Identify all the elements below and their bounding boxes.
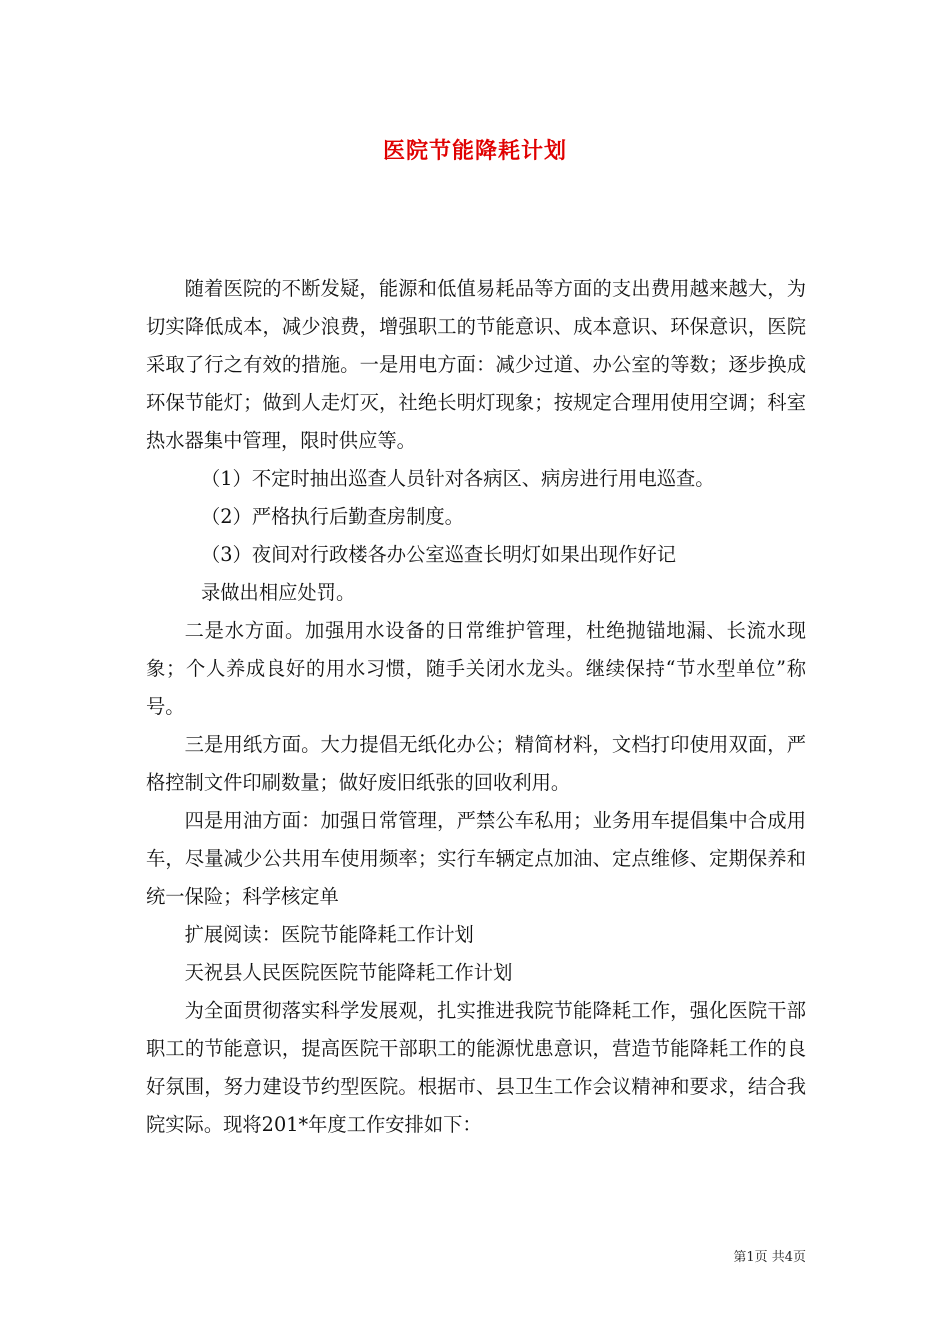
list-item-3-continued: 录做出相应处罚。 bbox=[201, 581, 356, 604]
paragraph-water: 二是水方面。加强用水设备的日常维护管理，杜绝抛锚地漏、长流水现象；个人养成良好的用水习惯，随手关闭水龙头。继续保持“节水型单位”称号。 bbox=[146, 619, 806, 718]
list-item-3: （3）夜间对行政楼各办公室巡查长明灯如果出现作好记 bbox=[201, 543, 677, 566]
plan-subtitle: 天祝县人民医院医院节能降耗工作计划 bbox=[184, 961, 513, 984]
paragraph-plan-intro: 为全面贯彻落实科学发展观，扎实推进我院节能降耗工作，强化医院干部职工的节能意识，提高医院干部职工的能源忧患意识，营造节能降耗工作的良好氛围，努力建设节约型医院。根据市、县卫生工作会议精神和要求，结合我院实际。现将201*年度工作安排如下： bbox=[146, 999, 806, 1136]
extended-reading-heading: 扩展阅读：医院节能降耗工作计划 bbox=[184, 923, 474, 946]
document-title: 医院节能降耗计划 bbox=[382, 138, 567, 164]
list-item-1: （1）不定时抽出巡查人员针对各病区、病房进行用电巡查。 bbox=[201, 467, 715, 490]
paragraph-intro: 随着医院的不断发疑，能源和低值易耗品等方面的支出费用越来越大，为切实降低成本，减少浪费，增强职工的节能意识、成本意识、环保意识，医院采取了行之有效的措施。一是用电方面：减少过道、办公室的等数；逐步换成环保节能灯；做到人走灯灭，社绝长明灯现象；按规定合理用使用空调；科室热水器集中管理，限时供应等。 bbox=[146, 277, 806, 452]
paragraph-oil: 四是用油方面：加强日常管理，严禁公车私用；业务用车提倡集中合成用车，尽量减少公共用车使用频率；实行车辆定点加油、定点维修、定期保养和统一保险；科学核定单 bbox=[146, 809, 806, 908]
document-body bbox=[146, 270, 806, 1144]
paragraph-paper: 三是用纸方面。大力提倡无纸化办公；精简材料，文档打印使用双面，严格控制文件印刷数量；做好废旧纸张的回收利用。 bbox=[146, 733, 806, 794]
page-number: 第1页 共4页 bbox=[733, 1250, 806, 1265]
list-item-2: （2）严格执行后勤查房制度。 bbox=[201, 505, 464, 528]
